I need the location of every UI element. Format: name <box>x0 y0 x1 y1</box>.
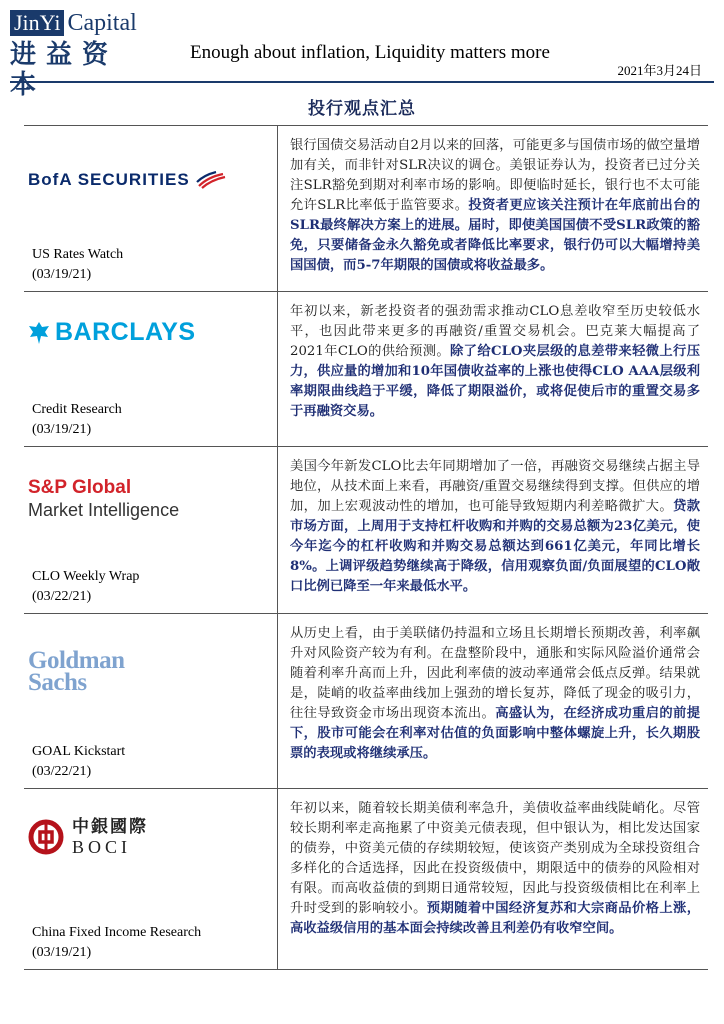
report-name: China Fixed Income Research <box>32 925 202 940</box>
logo-text-rest: Capital <box>67 10 137 36</box>
boci-logo <box>28 817 148 857</box>
report-date: 2021年3月24日 <box>617 63 702 78</box>
bofa-securities-logo <box>28 170 226 190</box>
report-date: (03/22/21) <box>32 764 92 779</box>
report-name: GOAL Kickstart <box>32 744 126 759</box>
commentary-highlight: 投资者更应该关注预计在年底前出台的SLR最终解决方案上的进展。届时，即使美国国债不受SLR政策的豁免，只要储备金永久豁免或者降低比率要求，银行仍可以大幅增持美国国债，而5-7年期限的国债或将收益最多。 <box>290 198 700 273</box>
jinyi-capital-logo <box>10 10 150 100</box>
bofa-logo-text: BofA SECURITIES <box>28 170 190 189</box>
goldman-sachs-logo <box>28 647 125 696</box>
barclays-logo <box>28 318 196 347</box>
commentary-highlight: 高盛认为，在经济成功重启的前提下，股市可能会在利率对估值的负面影响中整体螺旋上升，长久期股票的表现或将继续承压。 <box>290 706 701 761</box>
bank-of-china-icon <box>28 819 64 855</box>
source-cell <box>24 614 278 788</box>
goldman-logo-line1: Goldman <box>28 647 125 674</box>
table-row <box>24 446 708 613</box>
source-label <box>32 923 201 963</box>
logo-chinese: 进益资本 <box>10 40 119 100</box>
source-cell <box>24 292 278 446</box>
report-date: (03/19/21) <box>32 267 92 282</box>
report-title: Enough about inflation, Liquidity matters more <box>190 42 550 63</box>
logo-text-box: JinYi <box>10 10 64 36</box>
source-label <box>32 400 122 440</box>
commentary-cell <box>278 292 708 446</box>
table-row <box>24 788 708 970</box>
source-label <box>32 742 125 782</box>
commentary-text: 银行国债交易活动自2月以来的回落，可能更多与国债市场的做空量增加有关，而非针对SLR决议的调仓。美银证券认为，投资者已过分关注SLR豁免到期对利率市场的影响。即便临时延长，银行也不太可能允许SLR比率低于监管要求。 <box>290 138 700 213</box>
source-label <box>32 567 139 607</box>
bofa-flag-icon <box>196 171 226 189</box>
commentary-cell <box>278 447 708 613</box>
boci-logo-english: BOCI <box>72 837 132 857</box>
commentary-text: 从历史上看，由于美联储仍持温和立场且长期增长预期改善，利率飙升对风险资产较为有利。在盘整阶段中，通胀和实际风险溢价通常会随着利率升高而上升，因此利率债的波动率通常会低点反弹。结果就是，陡峭的收益率曲线加上强劲的增长复苏，降低了现金的吸引力，往往导致资金市场出现资本流出。 <box>290 626 700 721</box>
sp-global-logo <box>28 477 179 521</box>
report-date: (03/22/21) <box>32 589 92 604</box>
barclays-logo-text: BARCLAYS <box>55 318 196 346</box>
commentary-highlight: 贷款市场方面，上周用于支持杠杆收购和并购的交易总额为23亿美元，使今年迄今的杠杆收购和并购交易总额达到661亿美元，年同比增长8%。上调评级趋势继续高于降级，信用观察负面/负面展望的CLO敞口比例已降至一年来最低水平。 <box>290 499 701 594</box>
commentary-text: 年初以来，随着较长期美债利率急升，美债收益率曲线陡峭化。尽管较长期利率走高拖累了中资美元债表现，但中银认为，相比发达国家的债券，中资美元债的存续期较短，使该资产类别成为全球投资组合多样化的合适选择，因此在投资级债中，期限适中的债券的风险相对有限。而高收益债的到期日通常较短，因此与投资级债相比在利率上升时受到的影响较小。 <box>290 801 700 916</box>
report-date: (03/19/21) <box>32 422 92 437</box>
section-title: 投行观点汇总 <box>308 99 416 119</box>
source-cell <box>24 789 278 969</box>
source-label <box>32 245 123 285</box>
commentary-highlight: 预期随着中国经济复苏和大宗商品价格上涨，高收益级信用的基本面会持续改善且利差仍有收窄空间。 <box>290 901 701 936</box>
commentary-cell <box>278 614 708 788</box>
boci-logo-chinese: 中銀國際 <box>72 817 148 837</box>
commentary-cell <box>278 789 708 969</box>
report-name: Credit Research <box>32 402 122 417</box>
bank-views-table <box>24 125 708 970</box>
commentary-cell <box>278 126 708 291</box>
report-date: (03/19/21) <box>32 945 92 960</box>
source-cell <box>24 447 278 613</box>
commentary-text: 美国今年新发CLO比去年同期增加了一倍，再融资交易继续占据主导地位，从技术面上来看，再融资/重置交易继续得到支撑。但供应的增加，加上宏观波动性的增加，也可能导致短期内利差略微扩大。 <box>290 459 700 514</box>
table-row <box>24 291 708 446</box>
table-row <box>24 613 708 788</box>
sp-global-logo-line1: S&P Global <box>28 477 132 498</box>
commentary-text: 年初以来，新老投资者的强劲需求推动CLO息差收窄至历史较低水平，也因此带来更多的再融资/重置交易机会。巴克莱大幅提高了2021年CLO的供给预测。 <box>290 304 700 359</box>
header-divider <box>10 81 714 83</box>
source-cell <box>24 126 278 291</box>
report-name: CLO Weekly Wrap <box>32 569 140 584</box>
eagle-icon <box>28 321 50 345</box>
sp-global-logo-line2: Market Intelligence <box>28 500 180 520</box>
report-name: US Rates Watch <box>32 247 124 262</box>
goldman-logo-line2: Sachs <box>28 669 87 696</box>
commentary-highlight: 除了给CLO夹层级的息差带来轻微上行压力，供应量的增加和10年国债收益率的上涨也使得CLO AAA层级利率期限曲线趋于平缓，降低了期限溢价，或将促使后市的重置交易多于再融资交易。 <box>290 344 700 419</box>
table-row <box>24 125 708 291</box>
